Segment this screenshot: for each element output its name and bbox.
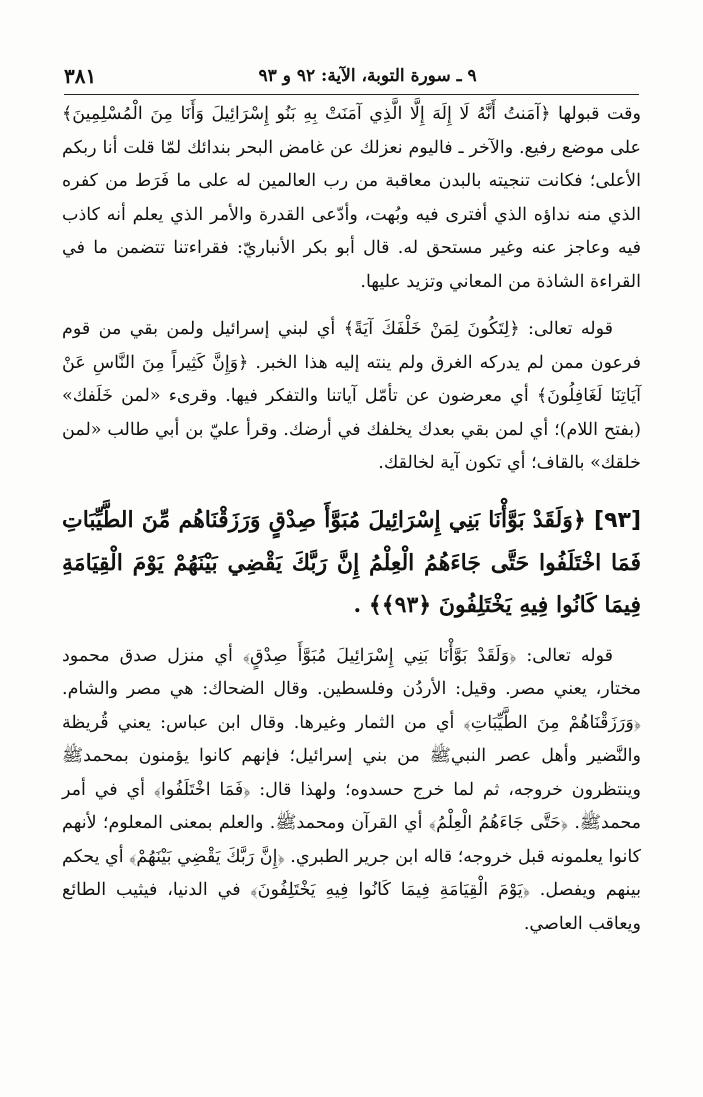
page-number: ٣٨١ bbox=[64, 64, 97, 88]
verse-text: ﴿وَلَقَدْ بَوَّأْنَا بَنِي إِسْرَائِيلَ مُبَوَّأَ صِدْقٍ وَرَزَقْنَاهُم مِّنَ الطَّيِّبَاتِ فَمَا اخْتَلَفُوا حَتَّى جَاءَهُمُ الْعِلْمُ إِنَّ رَبَّكَ يَقْضِي بَيْنَهُمْ يَوْمَ الْقِيَامَةِ فِيمَا كَانُوا فِيهِ يَخْتَلِفُونَ ﴿٩٣﴾﴾ . bbox=[62, 506, 641, 618]
page-body bbox=[62, 98, 641, 941]
commentary-paragraph: قوله تعالى: ﴿وَلَقَدْ بَوَّأْنَا بَنِي إِسْرَائِيلَ مُبَوَّأَ صِدْقٍ﴾ أي منزل صدق محمود مختار، يعني مصر. وقيل: الأردُن وفلسطين. وقال الضحاك: هي مصر والشام. ﴿وَرَزَقْنَاهُمْ مِنَ الطَّيِّبَاتِ﴾ أي من الثمار وغيرها. وقال ابن عباس: يعني قُريظة والنَّضير وأهل عصر النبيﷺ من بني إسرائيل؛ فإنهم كانوا يؤمنون بمحمدﷺ وينتظرون خروجه، ثم لما خرج حسدوه؛ ولهذا قال: ﴿فَمَا اخْتَلَفُوا﴾ أي في أمر محمدﷺ. ﴿حَتَّى جَاءَهُمُ الْعِلْمُ﴾ أي القرآن ومحمدﷺ. والعلم بمعنى المعلوم؛ لأنهم كانوا يعلمونه قبل خروجه؛ قاله ابن جرير الطبري. ﴿إِنَّ رَبَّكَ يَقْضِي بَيْنَهُمْ﴾ أي يحكم بينهم ويفصل. ﴿يَوْمَ الْقِيَامَةِ فِيمَا كَانُوا فِيهِ يَخْتَلِفُونَ﴾ في الدنيا، فيثيب الطائع ويعاقب العاصي. bbox=[62, 645, 641, 934]
quran-verse bbox=[62, 499, 641, 626]
commentary-paragraph: قوله تعالى: ﴿لِتَكُونَ لِمَنْ خَلْفَكَ آيَةً﴾ أي لبني إسرائيل ولمن بقي من قوم فرعون ممن لم يدركه الغرق ولم ينته إليه هذا الخبر. ﴿وَإِنَّ كَثِيراً مِنَ النَّاسِ عَنْ آيَاتِنَا لَغَافِلُونَ﴾ أي معرضون عن تأمّل آياتنا والتفكر فيها. وقرىء «لمن خَلَفك» (بفتح اللام)؛ أي لمن بقي بعدك يخلفك في أرضك. وقرأ عليّ بن أبي طالب «لمن خلقك» بالقاف؛ أي تكون آية لخالقك. bbox=[62, 319, 641, 473]
page-header bbox=[64, 58, 639, 95]
verse-number: [٩٣] bbox=[594, 507, 641, 533]
running-title: ٩ ـ سورة التوبة، الآية: ٩٢ و ٩٣ bbox=[258, 66, 477, 86]
commentary-paragraph: وقت قبولها ﴿آمَنتُ أَنَّهُ لَا إِلَهَ إِلَّا الَّذِي آمَنَتْ بِهِ بَنُو إِسْرَائِيلَ وَأَنَا مِنَ الْمُسْلِمِينَ﴾ على موضع رفيع. والآخر ـ فاليوم نعزلك عن غامض البحر بندائك لمّا قلت أنا ربكم الأعلى؛ فكانت تنجيته بالبدن معاقبة من رب العالمين له على ما فَرَط من كفره الذي منه نداؤه الذي أفترى فيه وبُهت، وأدّعى القدرة والأمر الذي يعلم أنه كاذب فيه وعاجز عنه وغير مستحق له. قال أبو بكر الأنباريّ: فقراءتنا تتضمن ما في القراءة الشاذة من المعاني وتزيد عليها. bbox=[62, 104, 641, 292]
